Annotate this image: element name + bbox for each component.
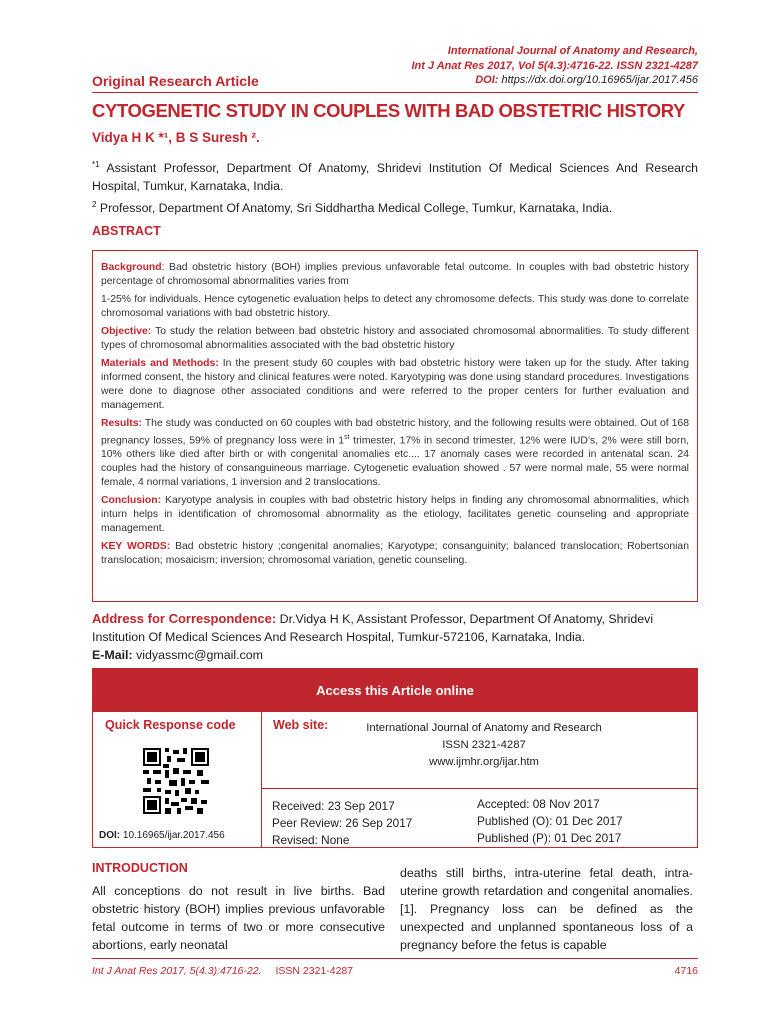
results-text-b: trimester, 17% in second trimester, 12% were IUD’s, 2% were still born, 10% others like died after birth or with congenital anomalies etc.... 17 anomaly cases were recorded in antenatal scan. 24 couples had the history of consanguineous marriage. Cytogenetic evaluation showed . 57 were normal male, 55 were normal female, 4 normal variations, 1 inversion and 2 translocations. bbox=[101, 435, 690, 489]
affiliation-1-mark: *1 bbox=[92, 160, 100, 169]
access-heading: Access this Article online bbox=[93, 669, 697, 712]
methods-text: In the present study 60 couples with bad obstetric history were taken up for the study. After taking informed consent, the history and clinical features were noted. Karyotyping was done using standard procedures. Investigations were done to diagnose other associated conditions and were referred to the proper centers for further evaluation and management. bbox=[101, 358, 689, 411]
doi-label: DOI: bbox=[475, 74, 499, 86]
footer-issn: ISSN 2321-4287 bbox=[275, 965, 354, 977]
dates-left bbox=[272, 798, 412, 849]
page-number: 4716 bbox=[674, 965, 698, 977]
conclusion-label: Conclusion: bbox=[101, 495, 162, 507]
introduction-heading: INTRODUCTION bbox=[92, 861, 188, 875]
journal-citation: Int J Anat Res 2017, Vol 5(4.3):4716-22. ISSN 2321-4287 bbox=[411, 59, 698, 72]
background-text: : Bad obstetric history (BOH) implies previous unfavorable fetal outcome. In couples with bad obstetric history percentage of chromosomal abnormalities varies from bbox=[101, 262, 689, 287]
revised-date: Revised: None bbox=[272, 833, 350, 847]
footer-citation: Int J Anat Res 2017, 5(4.3):4716-22. bbox=[92, 965, 262, 977]
footer-citation-block bbox=[92, 965, 353, 977]
objective-text: To study the relation between bad obstetric history and associated chromosomal abnormalities. To study different types of chromosomal abnormalities associated with the bad obstetric history bbox=[101, 326, 689, 351]
introduction-left-column: All conceptions do not result in live births. Bad obstetric history (BOH) implies previous unfavorable fetal outcome in terms of two or more consecutive abortions, early neonatal bbox=[92, 884, 385, 952]
website-label: Web site: bbox=[273, 718, 329, 732]
qr-label: Quick Response code bbox=[105, 718, 236, 732]
abstract-results bbox=[101, 417, 689, 490]
peer-review-date: Peer Review: 26 Sep 2017 bbox=[272, 816, 413, 830]
website-block bbox=[261, 712, 697, 789]
abstract-keywords bbox=[101, 540, 689, 568]
abstract-box bbox=[92, 250, 698, 602]
abstract-background-cont: 1-25% for individuals. Hence cytogenetic evaluation helps to detect any chromosome defects. This study was done to correlate chromosomal variations with bad obstetric history. bbox=[101, 294, 689, 319]
abstract-background bbox=[101, 261, 689, 289]
results-text-a: The study was conducted on 60 couples with bad obstetric history, and the following results were obtained. Out of 168 pregnancy losses, 59% of pregnancy loss were in 1 bbox=[101, 418, 689, 447]
email-address[interactable]: vidyassmc@gmail.com bbox=[132, 648, 263, 662]
abstract-heading: ABSTRACT bbox=[92, 224, 161, 238]
received-date: Received: 23 Sep 2017 bbox=[272, 799, 395, 813]
background-label: Background bbox=[101, 262, 162, 273]
article-title: CYTOGENETIC STUDY IN COUPLES WITH BAD OBSTETRIC HISTORY bbox=[92, 100, 685, 121]
article-type: Original Research Article bbox=[92, 73, 259, 89]
website-url[interactable]: www.ijmhr.org/ijar.htm bbox=[429, 756, 539, 768]
keywords-text: Bad obstetric history ;congenital anomalies; Karyotype; consanguinity; balanced translocation; Robertsonian translocation; mosaicism; inversion; chromosomal variation, genetic counseling. bbox=[101, 541, 689, 567]
journal-header bbox=[411, 44, 698, 88]
abstract-conclusion bbox=[101, 494, 689, 536]
dates-right bbox=[477, 796, 623, 847]
published-print-date: Published (P): 01 Dec 2017 bbox=[477, 831, 622, 845]
abstract-objective bbox=[101, 325, 689, 353]
affiliation-2 bbox=[92, 196, 698, 217]
doi-link[interactable]: https://dx.doi.org/10.16965/ijar.2017.456 bbox=[501, 74, 698, 86]
abstract-methods bbox=[101, 357, 689, 413]
header-divider bbox=[92, 92, 698, 93]
article-authors: Vidya H K *¹, B S Suresh ². bbox=[92, 130, 260, 145]
qr-column bbox=[93, 712, 262, 847]
qr-doi bbox=[99, 830, 225, 841]
methods-label: Materials and Methods: bbox=[101, 358, 219, 369]
affiliation-1-text: Assistant Professor, Department Of Anatomy, Shridevi Institution Of Medical Sciences And Research Hospital, Tumkur, Karnataka, India. bbox=[92, 161, 698, 194]
results-label: Results: bbox=[101, 418, 142, 429]
article-dates bbox=[261, 789, 697, 847]
objective-label: Objective: bbox=[101, 326, 152, 337]
email-label: E-Mail: bbox=[92, 648, 133, 662]
affiliation-2-text: Professor, Department Of Anatomy, Sri Siddhartha Medical College, Tumkur, Karnataka, India. bbox=[99, 201, 613, 216]
footer-divider bbox=[92, 958, 698, 959]
results-sup: st bbox=[344, 434, 350, 441]
conclusion-text: Karyotype analysis in couples with bad obstetric history helps in finding any chromosomal abnormalities, which inturn helps in identification of chromosomal abnormality as the etiology, facilitates genetic counseling and appropriate management. bbox=[101, 495, 689, 535]
accepted-date: Accepted: 08 Nov 2017 bbox=[477, 797, 600, 811]
qr-doi-value: 10.16965/ijar.2017.456 bbox=[120, 830, 225, 841]
qr-doi-label: DOI: bbox=[99, 830, 121, 841]
published-online-date: Published (O): 01 Dec 2017 bbox=[477, 814, 623, 828]
website-issn: ISSN 2321-4287 bbox=[442, 739, 526, 751]
journal-name: International Journal of Anatomy and Research, bbox=[447, 45, 698, 57]
keywords-label: KEY WORDS: bbox=[101, 541, 171, 553]
journal-doi bbox=[411, 73, 698, 88]
website-lines bbox=[339, 720, 629, 771]
correspondence-label: Address for Correspondence: bbox=[92, 611, 277, 626]
affiliation-2-mark: 2 bbox=[92, 200, 97, 209]
affiliation-1 bbox=[92, 156, 698, 195]
correspondence-text: Dr.Vidya H K, Assistant Professor, Department Of Anatomy, Shridevi Institution Of Medical Sciences And Research Hospital, Tumkur-572106, Karnataka, India. bbox=[92, 612, 654, 644]
correspondence bbox=[92, 610, 698, 664]
qr-code-icon[interactable] bbox=[143, 748, 209, 814]
introduction-right-column: deaths still births, intra-uterine fetal death, intra-uterine growth retardation and congenital anomalies. [1]. Pregnancy loss can be defined as the unexpected and unplanned spontaneous loss of a pregnancy before the fetus is capable bbox=[400, 866, 693, 952]
access-article-box bbox=[92, 668, 698, 848]
website-journal: International Journal of Anatomy and Research bbox=[366, 722, 602, 734]
